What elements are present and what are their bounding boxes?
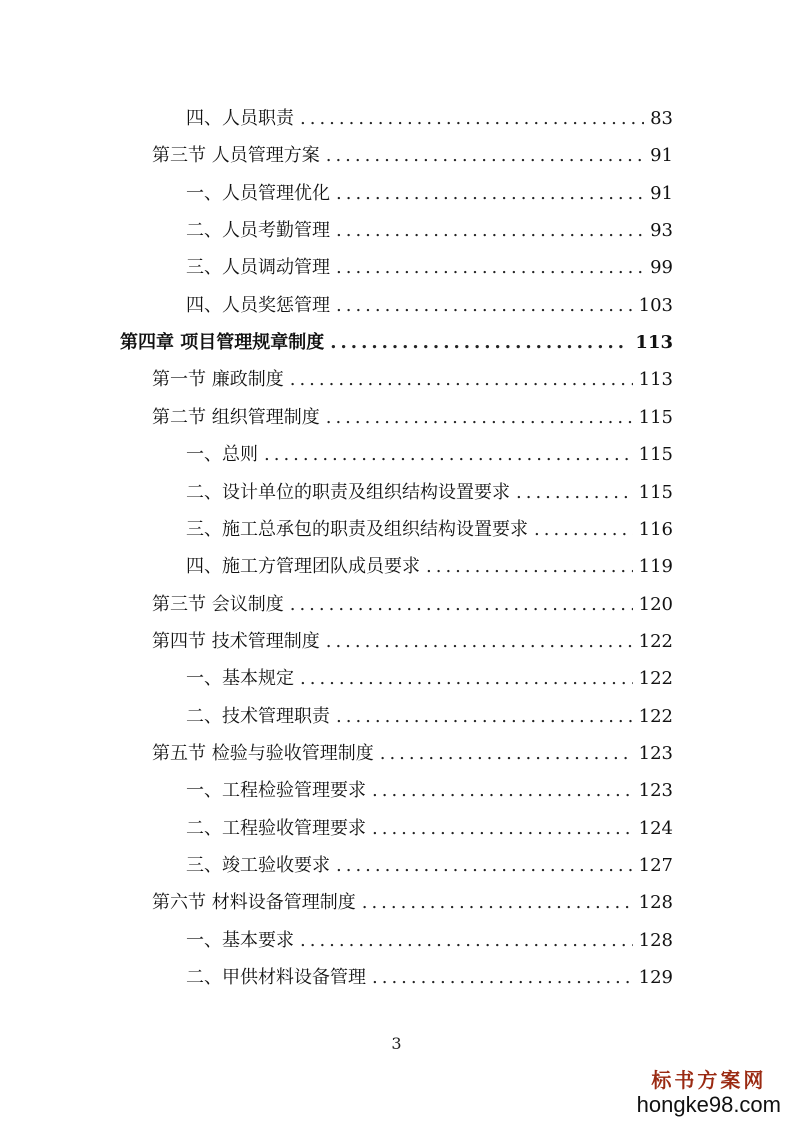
toc-section-entry[interactable] [152, 365, 673, 395]
toc-dot-leader [372, 814, 633, 844]
toc-entry-label: 第三节 人员管理方案 [152, 145, 320, 167]
toc-entry-label: 三、竣工验收要求 [186, 855, 330, 876]
toc-dot-leader [336, 179, 644, 209]
toc-entry-page: 124 [638, 817, 673, 839]
toc-subsection-entry[interactable] [186, 664, 673, 694]
toc-subsection-entry[interactable] [186, 515, 673, 545]
site-watermark [637, 1068, 781, 1118]
toc-subsection-entry[interactable] [186, 253, 673, 283]
toc-entry-page: 113 [638, 369, 673, 391]
toc-section-entry[interactable] [152, 141, 673, 171]
watermark-url: hongke98.com [636, 1092, 781, 1117]
toc-entry-page: 83 [650, 108, 673, 129]
toc-entry-label: 二、人员考勤管理 [186, 220, 330, 242]
toc-subsection-entry[interactable] [186, 963, 673, 993]
page-number: 3 [391, 1034, 402, 1053]
toc-entry-label: 一、总则 [186, 444, 258, 466]
toc-dot-leader [326, 141, 644, 171]
watermark-chinese-name: 标书方案网 [651, 1068, 767, 1092]
toc-dot-leader [336, 291, 633, 321]
toc-dot-leader [426, 552, 633, 582]
toc-dot-leader [516, 478, 633, 508]
toc-entry-page: 123 [638, 780, 673, 802]
toc-entry-label: 第一节 廉政制度 [152, 369, 284, 391]
toc-entry-page: 119 [638, 556, 673, 578]
toc-subsection-entry[interactable] [186, 179, 673, 209]
toc-subsection-entry[interactable] [186, 851, 673, 881]
toc-dot-leader [372, 963, 633, 993]
toc-entry-label: 第六节 材料设备管理制度 [152, 892, 356, 914]
toc-subsection-entry[interactable] [186, 702, 673, 732]
toc-subsection-entry[interactable] [186, 291, 673, 321]
toc-entry-label: 三、施工总承包的职责及组织结构设置要求 [186, 518, 528, 540]
toc-entry-label: 第三节 会议制度 [152, 593, 284, 615]
toc-dot-leader [290, 365, 633, 395]
toc-dot-leader [534, 515, 633, 545]
toc-subsection-entry[interactable] [186, 104, 673, 134]
toc-dot-leader [380, 739, 633, 769]
toc-entry-page: 129 [638, 967, 673, 989]
toc-subsection-entry[interactable] [186, 440, 673, 470]
toc-entry-label: 三、人员调动管理 [186, 257, 330, 279]
toc-section-entry[interactable] [152, 627, 673, 657]
toc-dot-leader [300, 104, 644, 134]
toc-chapter-entry[interactable] [120, 328, 673, 358]
toc-section-entry[interactable] [152, 403, 673, 433]
toc-entry-page: 115 [638, 406, 673, 428]
toc-entry-label: 第五节 检验与验收管理制度 [152, 743, 374, 764]
toc-entry-page: 93 [650, 220, 673, 242]
toc-entry-label: 一、基本规定 [186, 668, 294, 690]
toc-dot-leader [300, 664, 633, 694]
toc-dot-leader [300, 926, 633, 956]
toc-entry-label: 第二节 组织管理制度 [152, 406, 320, 428]
toc-entry-label: 二、技术管理职责 [186, 705, 330, 727]
toc-subsection-entry[interactable] [186, 552, 673, 582]
toc-section-entry[interactable] [152, 739, 673, 769]
toc-entry-label: 四、人员奖惩管理 [186, 294, 330, 316]
toc-dot-leader [362, 888, 633, 918]
toc-entry-page: 103 [638, 294, 673, 316]
toc-entry-page: 99 [650, 257, 673, 279]
toc-entry-label: 第四节 技术管理制度 [152, 630, 320, 652]
toc-subsection-entry[interactable] [186, 776, 673, 806]
toc-dot-leader [330, 328, 629, 358]
toc-section-entry[interactable] [152, 590, 673, 620]
toc-dot-leader [290, 590, 633, 620]
toc-dot-leader [326, 403, 633, 433]
toc-subsection-entry[interactable] [186, 216, 673, 246]
toc-entry-page: 116 [638, 518, 673, 540]
toc-entry-page: 123 [638, 743, 673, 764]
toc-entry-label: 四、人员职责 [186, 108, 294, 129]
toc-dot-leader [372, 776, 633, 806]
toc-entry-page: 127 [638, 855, 673, 876]
toc-dot-leader [264, 440, 633, 470]
toc-entry-label: 一、基本要求 [186, 929, 294, 951]
toc-entry-page: 115 [638, 444, 673, 466]
toc-dot-leader [326, 627, 633, 657]
toc-dot-leader [336, 253, 644, 283]
toc-entry-label: 二、甲供材料设备管理 [186, 967, 366, 989]
toc-section-entry[interactable] [152, 888, 673, 918]
toc-entry-page: 122 [638, 630, 673, 652]
toc-dot-leader [336, 851, 633, 881]
toc-subsection-entry[interactable] [186, 478, 673, 508]
toc-entry-label: 二、设计单位的职责及组织结构设置要求 [186, 481, 510, 503]
toc-subsection-entry[interactable] [186, 926, 673, 956]
toc-entry-page: 128 [638, 929, 673, 951]
toc-entry-page: 113 [635, 332, 673, 354]
toc-entry-page: 120 [638, 593, 673, 615]
toc-entry-label: 一、人员管理优化 [186, 182, 330, 204]
toc-entry-label: 二、工程验收管理要求 [186, 817, 366, 839]
toc-entry-label: 第四章 项目管理规章制度 [120, 332, 325, 354]
toc-entry-label: 一、工程检验管理要求 [186, 780, 366, 802]
toc-entry-page: 122 [638, 668, 673, 690]
toc-entry-page: 91 [650, 145, 673, 167]
toc-subsection-entry[interactable] [186, 814, 673, 844]
toc-entry-page: 128 [638, 892, 673, 914]
toc-entry-page: 115 [638, 481, 673, 503]
toc-entry-page: 122 [638, 705, 673, 727]
toc-dot-leader [336, 216, 644, 246]
toc-entry-label: 四、施工方管理团队成员要求 [186, 556, 420, 578]
toc-dot-leader [336, 702, 633, 732]
toc-entry-page: 91 [650, 182, 673, 204]
